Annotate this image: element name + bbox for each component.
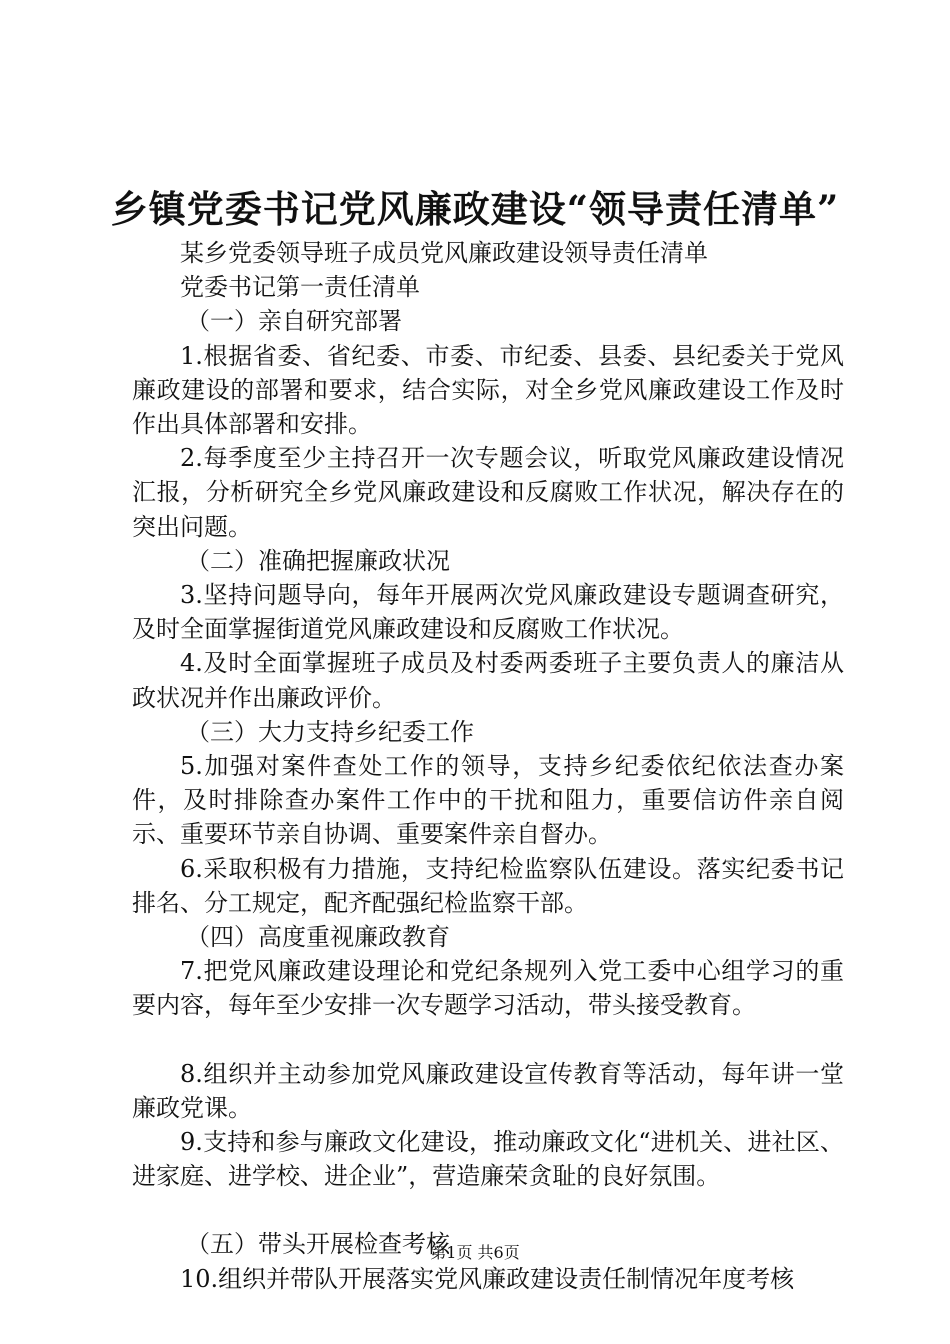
paragraph: 4.及时全面掌握班子成员及村委两委班子主要负责人的廉洁从政状况并作出廉政评价。 bbox=[132, 649, 844, 712]
paragraph: 8.组织并主动参加党风廉政建设宣传教育等活动，每年讲一堂廉政党课。 bbox=[132, 1059, 844, 1122]
section-heading: （一）亲自研究部署 bbox=[186, 307, 402, 336]
paragraph: 6.采取积极有力措施，支持纪检监察队伍建设。落实纪委书记排名、分工规定，配齐配强纪检监察干部。 bbox=[132, 854, 844, 917]
document-body bbox=[132, 236, 844, 1296]
paragraph: 1.根据省委、省纪委、市委、市纪委、县委、县纪委关于党风廉政建设的部署和要求，结合实际，对全乡党风廉政建设工作及时作出具体部署和安排。 bbox=[132, 341, 844, 439]
paragraph: 党委书记第一责任清单 bbox=[180, 273, 420, 302]
paragraph: 7.把党风廉政建设理论和党纪条规列入党工委中心组学习的重要内容，每年至少安排一次专题学习活动，带头接受教育。 bbox=[132, 957, 844, 1020]
section-heading: （四）高度重视廉政教育 bbox=[186, 923, 450, 952]
section-heading: （二）准确把握廉政状况 bbox=[186, 546, 450, 575]
page-footer: 第1页 共6页 bbox=[430, 1243, 520, 1262]
section-heading: （三）大力支持乡纪委工作 bbox=[186, 717, 474, 746]
section-heading: （五）带头开展检查考核 bbox=[186, 1230, 450, 1259]
paragraph: 2.每季度至少主持召开一次专题会议，听取党风廉政建设情况汇报，分析研究全乡党风廉政建设和反腐败工作状况，解决存在的突出问题。 bbox=[132, 444, 844, 541]
document-title: 乡镇党委书记党风廉政建设“领导责任清单” bbox=[110, 187, 840, 231]
paragraph: 某乡党委领导班子成员党风廉政建设领导责任清单 bbox=[180, 239, 708, 267]
paragraph: 10.组织并带队开展落实党风廉政建设责任制情况年度考核 bbox=[180, 1264, 795, 1293]
paragraph: 9.支持和参与廉政文化建设，推动廉政文化“进机关、进社区、进家庭、进学校、进企业”，营造廉荣贪耻的良好氛围。 bbox=[132, 1128, 844, 1191]
paragraph: 3.坚持问题导向，每年开展两次党风廉政建设专题调查研究，及时全面掌握街道党风廉政建设和反腐败工作状况。 bbox=[132, 581, 844, 644]
paragraph: 5.加强对案件查处工作的领导，支持乡纪委依纪依法查办案件，及时排除查办案件工作中的干扰和阻力，重要信访件亲自阅示、重要环节亲自协调、重要案件亲自督办。 bbox=[132, 752, 844, 849]
